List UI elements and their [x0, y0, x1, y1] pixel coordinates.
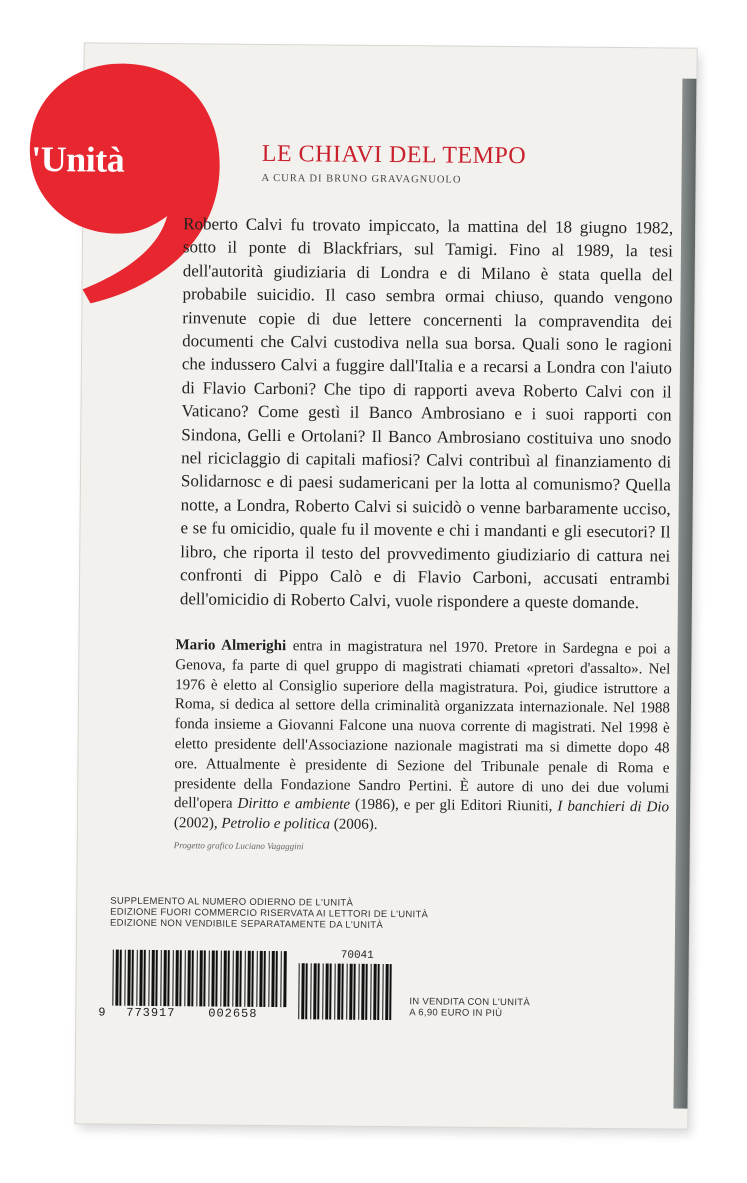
design-credits: Progetto grafico Luciano Vagaggini: [173, 840, 304, 852]
barcode-bar: [239, 951, 241, 1007]
bio-text-4: (2006).: [329, 816, 378, 834]
bio-text-2: (1986), e per gli Editori Riuniti,: [349, 797, 558, 815]
logo-text: l'Unità: [21, 138, 125, 180]
barcode-bar: [191, 950, 193, 1006]
barcode-bar: [322, 963, 323, 1019]
sale-line: IN VENDITA CON L'UNITÀ: [409, 996, 531, 1009]
barcode-bar: [220, 951, 221, 1007]
sale-notice: [409, 996, 530, 1019]
supplement-line: EDIZIONE NON VENDIBILE SEPARATAMENTE DA L'UNITÀ: [109, 917, 384, 931]
barcode-bar: [361, 964, 364, 1020]
barcode-bar: [268, 951, 269, 1007]
barcode-bar: [215, 951, 217, 1007]
barcode-bar: [358, 964, 359, 1020]
barcode-bar: [244, 951, 245, 1007]
barcode-bar: [385, 964, 388, 1020]
barcode-bar: [280, 951, 281, 1007]
barcode-bar: [211, 950, 214, 1006]
barcode-bar: [349, 964, 352, 1020]
barcode-bar: [365, 964, 367, 1020]
series-title: LE CHIAVI DEL TEMPO: [261, 140, 527, 170]
barcode-bar: [251, 951, 253, 1007]
barcode-addon: [296, 963, 396, 1020]
barcode-bar: [155, 950, 157, 1006]
bio-work-1: Diritto e ambiente: [237, 796, 351, 814]
bio-text-3: (2002),: [173, 815, 222, 832]
barcode-bar: [199, 950, 202, 1006]
barcode-first-digit: 9: [98, 1005, 107, 1020]
cover-surface: [21, 43, 696, 1128]
barcode-bar: [127, 950, 130, 1006]
barcode-bar: [203, 950, 205, 1006]
book-back-cover: [21, 43, 696, 1128]
barcode-bar: [263, 951, 265, 1007]
barcode-bar: [247, 951, 250, 1007]
bio-work-2: I banchieri di Dio: [557, 798, 670, 816]
barcode-bars: [110, 950, 290, 1008]
barcode-bar: [337, 964, 340, 1020]
barcode-bar: [313, 963, 316, 1019]
supplement-line: SUPPLEMENTO AL NUMERO ODIERNO DE L'UNITÀ: [110, 895, 354, 909]
series-curator: A CURA DI BRUNO GRAVAGNUOLO: [261, 172, 462, 186]
barcode-bar: [187, 950, 190, 1006]
barcode-bar: [305, 963, 307, 1019]
barcode-bar: [115, 950, 118, 1006]
barcode-bar: [377, 964, 379, 1020]
supplement-line: EDIZIONE FUORI COMMERCIO RISERVATA AI LETTORI DE L'UNITÀ: [110, 906, 429, 921]
barcode-bar: [334, 964, 335, 1020]
barcode-bar: [232, 951, 233, 1007]
barcode-bar: [112, 950, 113, 1006]
barcode-bar: [223, 951, 226, 1007]
barcode-bar: [271, 951, 274, 1007]
barcode-bar: [184, 950, 185, 1006]
barcode-bar: [151, 950, 154, 1006]
author-bio-paragraph: [174, 636, 671, 838]
barcode-bar: [259, 951, 262, 1007]
barcode-bar: [373, 964, 376, 1020]
author-bio: [174, 636, 671, 838]
synopsis-paragraph: Roberto Calvi fu trovato impiccato, la mattina del 18 giugno 1982, sotto il ponte di Blackfriars, sul Tamigi. Fino al 1989, la tesi dell'autorità giudiziaria di Londra e di Milano è stata quella del probabile suicidio. Il caso sembra ormai chiuso, quando vengono rinvenute copie di due lettere concernenti la compravendita dei documenti che Calvi custodiva nella sua borsa. Quali sono le ragioni che indussero Calvi a fuggire dall'Italia e a recarsi a Londra con l'aiuto di Flavio Carboni? Che tipo di rapporti aveva Roberto Calvi con il Vaticano? Come gestì il Banco Ambrosiano e i suoi rapporti con Sindona, Gelli e Ortolani? Il Banco Ambrosiano costituiva uno snodo nel riciclaggio di capitali mafiosi? Calvi contribuì al finanziamento di Solidarnosc e di paesi sudamericani per la lotta al comunismo? Quella notte, a Londra, Roberto Calvi si suicidò o venne barbaramente ucciso, e se fu omicidio, quale fu il movente e chi i mandanti e gli esecutori? Il libro, che riporta il testo del provvedimento giudiziario di cattura nei confronti di Pippo Calò e di Flavio Carboni, accusati entrambi dell'omicidio di Roberto Calvi, vuole rispondere a queste domande.: [179, 214, 674, 612]
barcode-bar: [317, 963, 319, 1019]
barcode-bar: [389, 964, 391, 1020]
barcode-bar: [235, 951, 238, 1007]
barcode-bar: [179, 950, 181, 1006]
barcode-bar: [382, 964, 383, 1020]
barcode-bar: [163, 950, 166, 1006]
barcode-addon-bars: [296, 963, 396, 1020]
bio-text: entra in magistratura nel 1970. Pretore in Sardegna e poi a Genova, fa parte di quel gruppo di magistrati chiamati «pretori d'assalto». Nel 1976 è eletto al Consiglio superiore della magistratura. Poi, giudice istruttore a Roma, si dedica al settore della criminalità organizzata internazionale. Nel 1988 fonda insieme a Giovanni Falcone una nuova corrente di magistrati. Nel 1998 è eletto presidente dell'Associazione nazionale magistrati ma si dimette dopo 48 ore. Attualmente è presidente di Sezione del Tribunale penale di Roma e presidente della Fondazione Sandro Pertini. È autore di uno dei due volumi dell'opera: [174, 638, 671, 813]
barcode-bar: [172, 950, 173, 1006]
barcode-bar: [227, 951, 229, 1007]
barcode-bar: [283, 951, 286, 1007]
barcode-bar: [370, 964, 371, 1020]
supplement-notice: [110, 896, 428, 932]
barcode-bar: [196, 950, 197, 1006]
barcode-bar: [256, 951, 257, 1007]
barcode-bar: [325, 963, 328, 1019]
barcode-bar: [353, 964, 355, 1020]
barcode-bar: [329, 964, 331, 1020]
barcode-bar: [148, 950, 149, 1006]
barcode-bar: [346, 964, 347, 1020]
sale-line: A 6,90 EURO IN PIÙ: [409, 1007, 503, 1020]
barcode-right-group: 002658: [208, 1006, 258, 1021]
barcode-bar: [139, 950, 142, 1006]
barcode-bar: [160, 950, 161, 1006]
barcode-bar: [301, 963, 304, 1019]
barcode-bar: [275, 951, 277, 1007]
barcode-bar: [175, 950, 178, 1006]
barcode-bar: [124, 950, 125, 1006]
barcode-bar: [136, 950, 137, 1006]
barcode-bar: [143, 950, 145, 1006]
barcode-left-group: 773917: [126, 1005, 176, 1021]
author-name: Mario Almerighi: [175, 637, 287, 655]
barcode-bar: [341, 964, 343, 1020]
synopsis: [180, 212, 673, 614]
barcode-bar: [119, 950, 121, 1006]
bio-work-3: Petrolio e politica: [221, 815, 331, 833]
barcode-bar: [167, 950, 169, 1006]
barcode-bar: [131, 950, 133, 1006]
barcode-bar: [310, 963, 311, 1019]
barcode-bar: [208, 950, 209, 1006]
barcode-bar: [298, 963, 299, 1019]
barcode-addon-number: 70041: [340, 949, 374, 962]
